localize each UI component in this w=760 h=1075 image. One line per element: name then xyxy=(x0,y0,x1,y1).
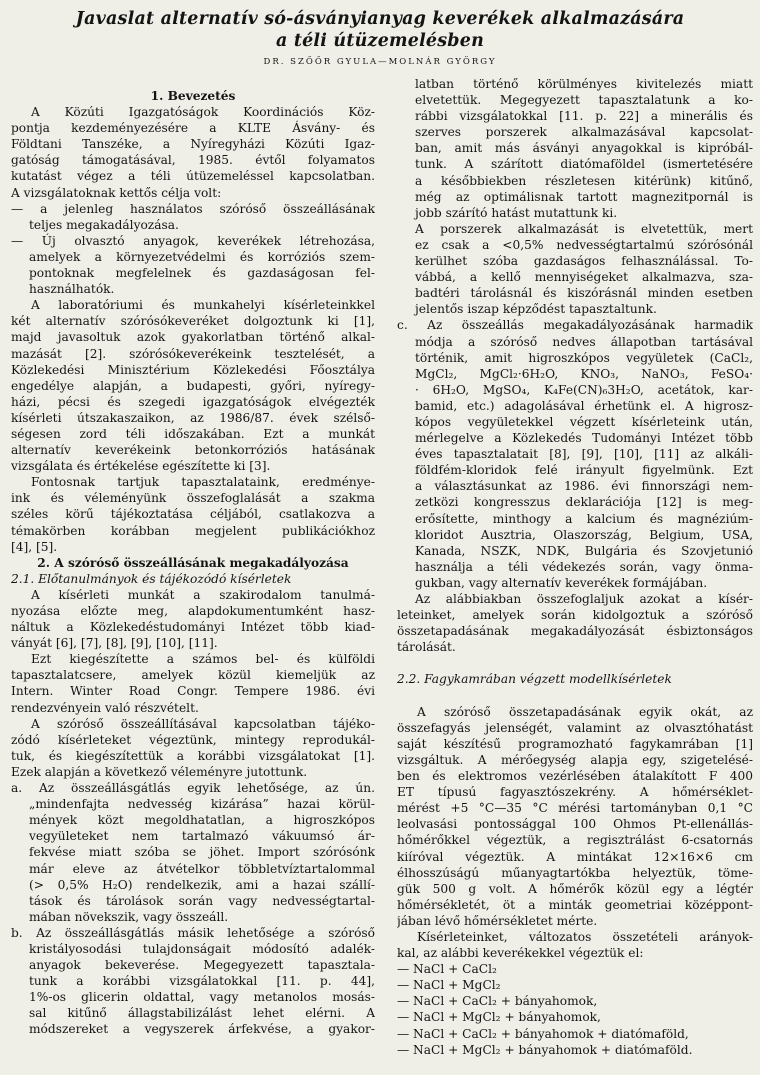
text-line: leteinket, amelyek során kidolgoztuk a szóróső xyxy=(397,608,753,623)
text-line: Földtani Tanszéke, a Nyíregyházi Közúti Igaz- xyxy=(11,137,375,152)
text-line: ez csak a <0,5% nedvességtartalmú szórósónál xyxy=(415,237,753,252)
text-line: használhatók. xyxy=(29,282,115,297)
text-line: már eleve az átvételkor többletvíztartalommal xyxy=(29,861,375,876)
title-line-1: Javaslat alternatív só-ásványianyag keverékek alkalmazására xyxy=(75,9,685,29)
text-line: kísérleti útszakaszaikon, az 1986/87. évek szélső- xyxy=(11,410,375,425)
text-line: Ezt kiegészítette a számos bel- és külföldi xyxy=(31,652,375,667)
text-line: c. Az összeállás megakadályozásának harmadik xyxy=(397,318,753,333)
text-line: · 6H₂O, MgSO₄, K₄Fe(CN)₆3H₂O, acetátok, kar- xyxy=(415,382,753,397)
text-line: módja a szóróső nedves állapotban tartásával xyxy=(415,334,753,349)
text-line: erősítette, minthogy a kalcium és magnéziúm- xyxy=(415,511,753,526)
author-line: DR. SZŐŐR GYULA—MOLNÁR GYÖRGY xyxy=(263,57,497,67)
text-line: kópos vegyületekkel végzett kísérleteink után, xyxy=(415,414,753,429)
text-line: sal kitűnő állagstabilizálást lehet elérni. A xyxy=(29,1006,375,1021)
text-line: A szóróső összetapadásának egyik okát, az xyxy=(417,704,753,719)
text-line: kiíróval végeztük. A mintákat 12×16×6 cm xyxy=(397,849,753,864)
text-line: tások és tárolások során vagy nedvességtartal- xyxy=(29,893,375,908)
text-line: [4], [5]. xyxy=(11,539,58,554)
text-line: A Közúti Igazgatóságok Koordinációs Köz- xyxy=(31,105,375,120)
text-line: ET típusú fagyasztószekrény. A hőmérséklet- xyxy=(397,785,753,800)
text-line: — NaCl + CaCl₂ + bányahomok + diatómaföld, xyxy=(397,1026,689,1041)
text-line: bamid, etc.) adagolásával érhetünk el. A higrosz- xyxy=(415,398,753,413)
text-line: gük 500 g volt. A hőmérők közül egy a légtér xyxy=(397,881,753,896)
text-line: — NaCl + MgCl₂ + bányahomok, xyxy=(397,1010,601,1025)
text-line: kerülhet szóba gazdaságos felhasználással. To- xyxy=(415,254,753,269)
text-line: leolvasási pontossággal 100 Ohmos Pt-ellenállás- xyxy=(397,817,753,832)
text-line: mérést +5 °C—35 °C mérési tartományban 0,1 °C xyxy=(397,801,753,816)
text-line: mények közt megoldhatatlan, a higroszkópos xyxy=(29,813,375,828)
text-line: ványát [6], [7], [8], [9], [10], [11]. xyxy=(11,636,218,651)
text-line: módszereket a vegyszerek árfekvése, a gyakor- xyxy=(29,1022,375,1037)
text-line: alternatív keverékeink betonkorróziós hatásának xyxy=(11,443,375,458)
text-line: gatóság támogatásával, 1985. évtől folyamatos xyxy=(11,153,375,168)
text-line: — a jelenleg használatos szóróső összeállásának xyxy=(11,201,375,216)
text-line: ink és véleményünk összefoglalását a szakma xyxy=(11,491,375,506)
text-line: A kísérleti munkát a szakirodalom tanulmá- xyxy=(31,587,375,602)
text-line: házi, pécsi és szegedi igazgatóságok elvégezték xyxy=(11,394,375,409)
text-line: kutatást végez a téli útüzemeléssel kapcsolatban. xyxy=(11,169,375,184)
text-line: tunk a korábbi vizsgálatokkal [11. p. 44], xyxy=(29,974,375,989)
text-line: — NaCl + CaCl₂ xyxy=(397,962,497,977)
text-line: zódó kísérleteket végeztünk, mintegy reprodukál- xyxy=(11,732,375,747)
text-line: vábbá, a kellő mennyiségeket alkalmazva, sza- xyxy=(415,270,753,285)
text-line: használja a téli védekezés során, vagy önma- xyxy=(415,559,753,574)
text-line: Intern. Winter Road Congr. Tempere 1986. évi xyxy=(11,684,375,699)
text-line: amelyek a környezetvédelmi és korróziós szem- xyxy=(29,249,375,264)
text-line: ben és elektromos vezérlésében átalakított F 400 xyxy=(397,769,753,784)
title-line-2: a téli útüzemelésben xyxy=(275,31,485,51)
text-line: MgCl₂, MgCl₂·6H₂O, KNO₃, NaNO₃, FeSO₄· xyxy=(415,366,753,381)
text-line: jelentős iszap képződést tapasztaltunk. xyxy=(415,302,657,317)
text-line: — NaCl + CaCl₂ + bányahomok, xyxy=(397,994,598,1009)
text-line: saját készítésű programozható fagykamrában [1] xyxy=(397,736,753,751)
text-line: hőmérsékletét, öt a minták geometriai középpont- xyxy=(397,897,753,912)
text-line: mában növekszik, vagy összeáll. xyxy=(29,909,229,924)
text-line: badtéri tárolásnál és kiszórásnál minden esetben xyxy=(415,286,753,301)
text-line: A vizsgálatoknak kettős célja volt: xyxy=(11,185,222,200)
text-line: összetapadásának megakadályozását ésbiztonságos xyxy=(397,624,753,639)
text-line: zetközi kongresszus deklarációja [12] is meg- xyxy=(415,495,753,510)
text-line: 1%-os glicerin oldattal, vagy metanolos mosás- xyxy=(29,990,375,1005)
text-line: „mindenfajta nedvesség kizárása” hazai körül- xyxy=(29,797,375,812)
text-line: éves tapasztalatait [8], [9], [10], [11] az alkáli- xyxy=(415,447,753,462)
text-line: anyagok bekeverése. Megegyezett tapasztala- xyxy=(29,958,375,973)
text-line: a. Az összeállásgátlás egyik lehetősége, az ún. xyxy=(11,781,375,796)
text-line: jában lévő hőmérsékletet mérte. xyxy=(397,913,598,928)
text-line: jobb szárító hatást mutattunk ki. xyxy=(415,205,618,220)
text-line: Fontosnak tartjuk tapasztalataink, eredménye- xyxy=(31,475,375,490)
text-line: (> 0,5% H₂O) rendelkezik, ami a hazai szállí- xyxy=(29,877,375,892)
text-line: ban, amit más ásványi anyagokkal is kipróbál- xyxy=(415,141,753,156)
article-title xyxy=(0,8,760,52)
text-line: mazását [2]. szórósókeverékeink tesztelését, a xyxy=(11,346,375,361)
text-line: a választásunkat az 1986. évi finnországi nem- xyxy=(415,479,753,494)
text-line: — NaCl + MgCl₂ + bányahomok + diatómaföld. xyxy=(397,1042,693,1057)
text-line: Ezek alapján a következő véleményre jutottunk. xyxy=(11,764,308,779)
text-line: nyozása előzte meg, alapdokumentumként hasz- xyxy=(11,604,375,618)
text-line: pontoknak megfelelnek és gazdaságosan fel- xyxy=(29,266,375,281)
right-column xyxy=(397,76,753,1058)
text-line: teljes megakadályozása. xyxy=(29,217,179,232)
text-line: kal, az alábbi keverékekkel végeztük el: xyxy=(397,946,644,961)
text-line: 2.2. Fagykamrában végzett modellkísérletek xyxy=(397,672,672,687)
text-line: tapasztalatcsere, amelyek közül kiemeljük az xyxy=(11,668,375,683)
text-line: kristályosodási tulajdonságait módosító adalék- xyxy=(29,941,375,956)
text-line: majd javasoltuk azok gyakorlatban történő alkal- xyxy=(11,330,375,345)
text-line: — NaCl + MgCl₂ xyxy=(397,978,501,993)
text-line: tuk, és kiegészítettük a korábbi vizsgálatokat [1]. xyxy=(11,748,375,763)
text-line: Kísérleteinket, változatos összetételi arányok- xyxy=(417,929,753,944)
text-line: tárolását. xyxy=(397,640,456,655)
text-line: gukban, vagy alternatív keverékek formájában. xyxy=(415,575,708,590)
text-line: A szóróső összeállításával kapcsolatban tájéko- xyxy=(31,716,375,731)
text-line: 1. Bevezetés xyxy=(150,89,236,103)
text-line: mérlegelve a Közlekedés Tudományi Intézet több xyxy=(415,431,753,446)
text-line: pontja kezdeményezésére a KLTE Ásvány- és xyxy=(11,121,375,136)
text-line: két alternatív szórósókeveréket dolgoztunk ki [1], xyxy=(11,314,375,329)
text-line: A laboratóriumi és munkahelyi kísérleteinkkel xyxy=(31,298,375,313)
text-line: fekvése miatt szóba se jöhet. Import szórósónk xyxy=(29,845,375,860)
text-line: földfém-kloridok felé irányult figyelmünk. Ezt xyxy=(415,463,753,478)
text-line: élhosszúságú műanyagtartókba helyeztük, töme- xyxy=(397,865,753,880)
text-line: összefagyás jelenségét, valamint az olvasztóhatást xyxy=(397,720,753,735)
text-line: Közlekedési Minisztérium Közlekedési Főosztálya xyxy=(11,362,375,377)
text-line: — Új olvasztó anyagok, keverékek létrehozása, xyxy=(11,233,375,248)
text-line: latban történő körülményes kivitelezés miatt xyxy=(415,77,753,91)
text-line: A porszerek alkalmazását is elvetettük, mert xyxy=(415,221,753,236)
text-line: témakörben korábban megjelent publikációkhoz xyxy=(11,523,375,538)
text-line: Az alábbiakban összefoglaljuk azokat a kísér- xyxy=(415,592,753,606)
text-line: még az optimálisnak tartott magnezitpornál is xyxy=(415,189,753,204)
text-line: ségesen zord téli időszakában. Ezt a munkát xyxy=(11,426,375,441)
text-line: náltuk a Közlekedéstudományi Intézet több kiad- xyxy=(11,620,375,635)
text-line xyxy=(397,688,753,704)
text-line: engedélye alapján, a budapesti, győri, nyíregy- xyxy=(11,378,375,393)
text-line: 2. A szóróső összeállásának megakadályozása xyxy=(37,555,349,570)
text-line: a későbbiekben részletesen kitérünk) kitűnő, xyxy=(415,173,753,188)
text-line: kloridot Ausztria, Olaszország, Belgium, USA, xyxy=(415,527,753,542)
text-line: hőmérőkkel végeztük, a regisztrálást 6-csatornás xyxy=(397,833,753,848)
text-line: történik, amit higroszkópos vegyületek (CaCl₂, xyxy=(415,350,753,365)
text-line: 2.1. Előtanulmányok és tájékozódó kísérletek xyxy=(11,571,292,586)
text-line: elvetettük. Megegyezett tapasztalatunk a ko- xyxy=(415,93,753,108)
text-line: szerves porszerek alkalmazásával kapcsolat- xyxy=(415,125,753,140)
text-line: vizsgálata és értékelése egészítette ki [3]. xyxy=(11,459,271,474)
text-line xyxy=(397,655,753,671)
text-line: vizsgáltuk. A mérőegység alapja egy, szigetelésé- xyxy=(397,752,753,767)
text-line: b. Az összeállásgátlás másik lehetősége a szóróső xyxy=(11,925,375,940)
text-line: széles körű tájékoztatása céljából, csatlakozva a xyxy=(11,507,375,522)
text-line: rendezvényein való részvételt. xyxy=(11,700,199,715)
text-line: rábbi vizsgálatokkal [11. p. 22] a minerális és xyxy=(415,109,753,124)
text-line: Kanada, NSZK, NDK, Bulgária és Szovjetunió xyxy=(415,543,753,558)
text-line: tunk. A szárított diatómaföldel (ismertetésére xyxy=(415,157,753,172)
left-column xyxy=(11,88,375,1038)
text-line: vegyületeket nem tartalmazó vákuumsó ár- xyxy=(29,829,375,844)
